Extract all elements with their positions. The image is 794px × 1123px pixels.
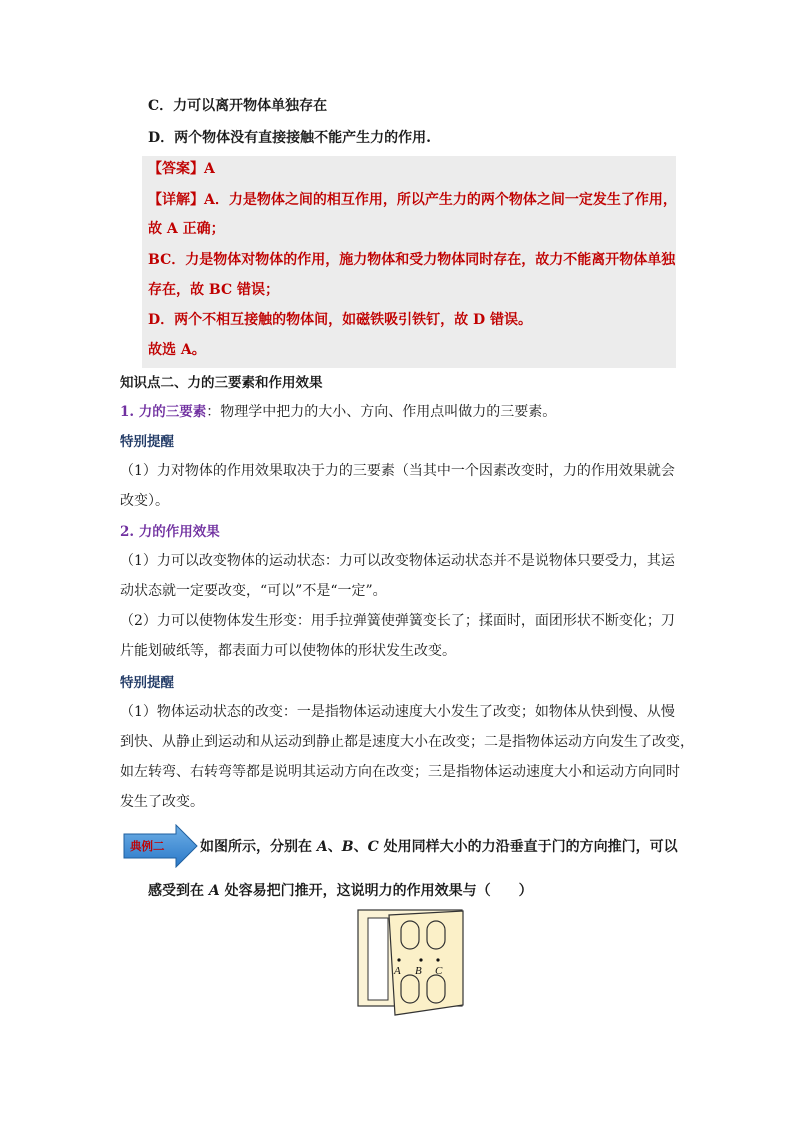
example-A: A	[316, 839, 328, 855]
reminder1-line2: 改变）。	[120, 493, 169, 509]
answer-d-line: D．两个不相互接触的物体间，如磁铁吸引铁钉，故 D 错误。	[148, 312, 533, 328]
badge-text: 典例二	[130, 839, 165, 853]
reminder1-line1: （1）力对物体的作用效果取决于力的三要素（当其中一个因素改变时，力的作用效果就会	[120, 463, 675, 479]
answer-final: 故选 A。	[148, 342, 206, 358]
example-B: B	[341, 839, 354, 855]
example-line2-a: 感受到在	[148, 883, 209, 899]
section-title: 知识点二、力的三要素和作用效果	[120, 375, 323, 391]
example-line1-a: 如图所示，分别在	[200, 839, 317, 855]
example-line2	[148, 880, 533, 900]
answer-bc-line2: 存在，故 BC 错误；	[148, 282, 279, 298]
option-c: C．力可以离开物体单独存在	[148, 98, 328, 114]
door-diagram	[357, 909, 465, 1017]
point-a-dot	[397, 958, 400, 961]
point1-text: ：物理学中把力的大小、方向、作用点叫做力的三要素。	[206, 404, 557, 420]
example-sep2: 、	[353, 839, 368, 855]
example-badge	[122, 824, 198, 868]
label-b: B	[415, 965, 422, 977]
effect1-line1: （1）力可以改变物体的运动状态：力可以改变物体运动状态并不是说物体只要受力，其运	[120, 553, 675, 569]
door-opening	[368, 918, 388, 1000]
example-line1	[200, 836, 678, 856]
door-leaf	[389, 911, 463, 1015]
example-C: C	[367, 839, 379, 855]
effect1-line2: 动状态就一定要改变，“可以”不是“一定”。	[120, 583, 387, 599]
reminder2-line3: 如左转弯、右转弯等都是说明其运动方向在改变；三是指物体运动速度大小和运动方向同时	[120, 764, 680, 780]
effect2-line2: 片能划破纸等，都表面力可以使物体的形状发生改变。	[120, 643, 456, 659]
reminder2-line4: 发生了改变。	[120, 794, 204, 810]
label-c: C	[435, 965, 443, 977]
example-line2-A: A	[208, 883, 220, 899]
example-sep1: 、	[327, 839, 342, 855]
answer-detail-line2: 故 A 正确；	[148, 221, 225, 237]
effect2-line1: （2）力可以使物体发生形变：用手拉弹簧使弹簧变长了；揉面时，面团形状不断变化；刀	[120, 613, 675, 629]
point1-label: 1. 力的三要素	[120, 404, 207, 420]
answer-detail-line1: 【详解】A．力是物体之间的相互作用，所以产生力的两个物体之间一定发生了作用，	[148, 192, 677, 208]
answer-label: 【答案】A	[148, 161, 215, 177]
answer-bc-line1: BC．力是物体对物体的作用，施力物体和受力物体同时存在，故力不能离开物体单独	[148, 252, 676, 268]
point-b-dot	[419, 958, 422, 961]
label-a: A	[394, 965, 401, 977]
reminder2-line2: 到快、从静止到运动和从运动到静止都是速度大小在改变；二是指物体运动方向发生了改变，	[120, 734, 694, 750]
door-figure	[357, 909, 465, 1017]
reminder2-label: 特别提醒	[120, 675, 174, 691]
reminder1-label: 特别提醒	[120, 434, 174, 450]
reminder2-line1: （1）物体运动状态的改变：一是指物体运动速度大小发生了改变；如物体从快到慢、从慢	[120, 704, 675, 720]
option-d: D．两个物体没有直接接触不能产生力的作用.	[148, 130, 432, 146]
point-c-dot	[436, 958, 439, 961]
point1	[120, 400, 556, 421]
point2-label: 2. 力的作用效果	[120, 524, 220, 540]
example-line2-b: 处容易把门推开，这说明力的作用效果与（ ）	[219, 883, 533, 899]
example-line1-b: 处用同样大小的力沿垂直于门的方向推门，可以	[378, 839, 678, 855]
